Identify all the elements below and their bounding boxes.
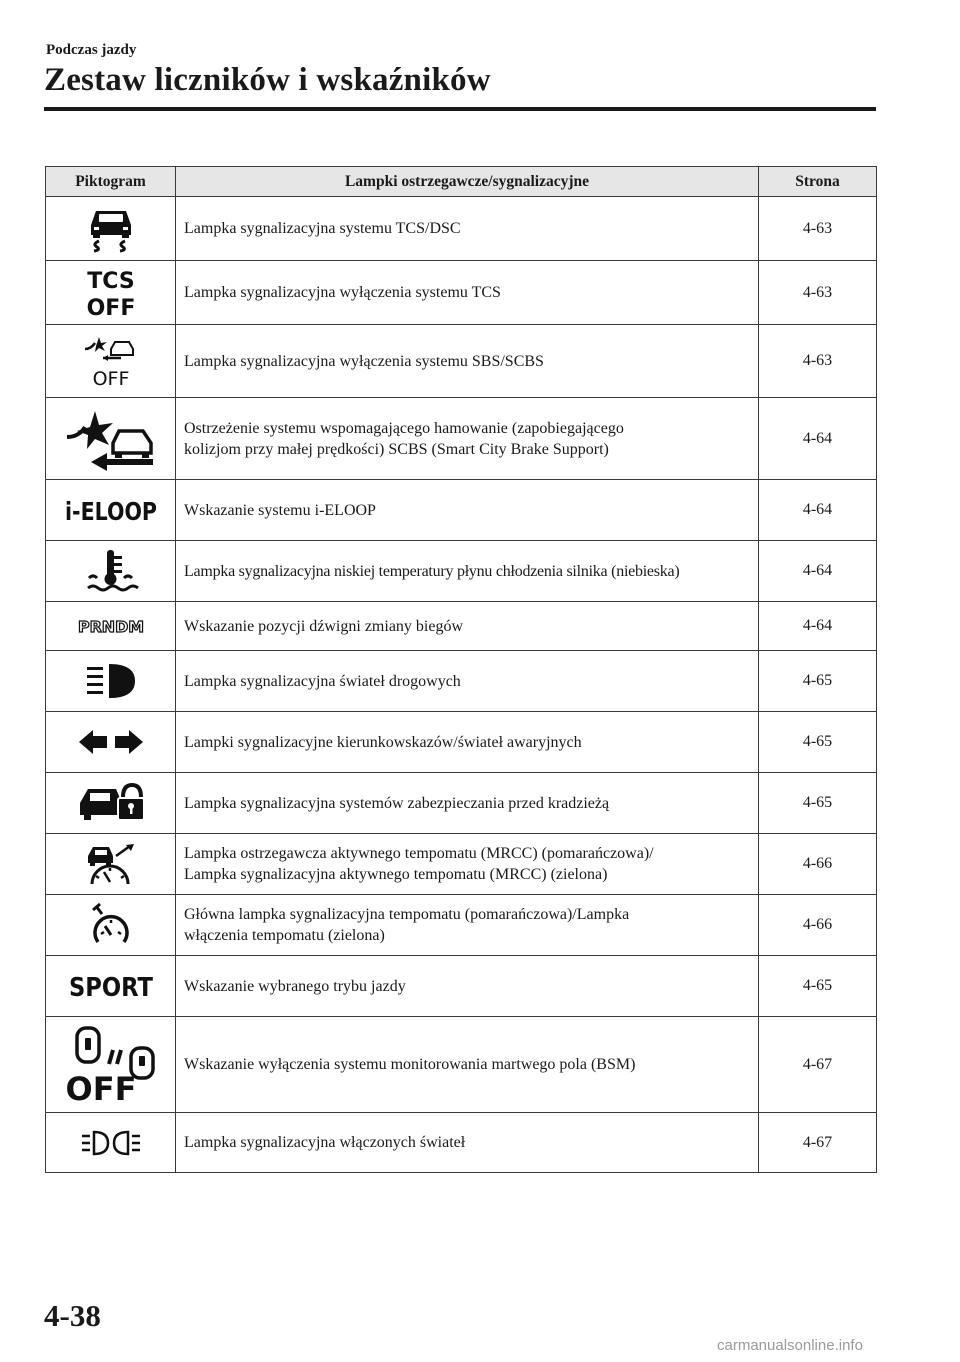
row-page: 4-67 — [759, 1017, 877, 1113]
row-description: Lampki sygnalizacyjne kierunkowskazów/świateł awaryjnych — [176, 712, 759, 773]
row-description: Lampka ostrzegawcza aktywnego tempomatu (MRCC) (pomarańczowa)/ Lampka sygnalizacyjna aktywnego tempomatu (MRCC) (zielona) — [176, 834, 759, 895]
row-description: Ostrzeżenie systemu wspomagającego hamowanie (zapobiegającego kolizjom przy małej prędkości) SCBS (Smart City Brake Support) — [176, 398, 759, 480]
tcs-off-icon — [46, 261, 176, 325]
mrcc-icon — [46, 834, 176, 895]
row-page: 4-65 — [759, 712, 877, 773]
table-header-row — [46, 167, 877, 197]
bsm-off-icon-text: OFF — [65, 1069, 136, 1108]
indicator-table — [45, 166, 877, 1173]
row-page: 4-65 — [759, 773, 877, 834]
row-page: 4-65 — [759, 651, 877, 712]
row-description: Wskazanie wyłączenia systemu monitorowania martwego pola (BSM) — [176, 1017, 759, 1113]
i-eloop-icon — [46, 480, 176, 541]
table-row — [46, 602, 877, 651]
row-description: Lampka sygnalizacyjna systemów zabezpieczania przed kradzieżą — [176, 773, 759, 834]
row-page: 4-64 — [759, 602, 877, 651]
row-page: 4-64 — [759, 398, 877, 480]
row-description: Lampka sygnalizacyjna wyłączenia systemu TCS — [176, 261, 759, 325]
row-description: Lampka sygnalizacyjna włączonych świateł — [176, 1113, 759, 1173]
table-row — [46, 712, 877, 773]
row-description: Wskazanie pozycji dźwigni zmiany biegów — [176, 602, 759, 651]
row-description: Lampka sygnalizacyjna wyłączenia systemu SBS/SCBS — [176, 325, 759, 398]
row-description: Wskazanie wybranego trybu jazdy — [176, 956, 759, 1017]
row-page: 4-67 — [759, 1113, 877, 1173]
row-page: 4-63 — [759, 261, 877, 325]
sport-icon-text: SPORT — [68, 973, 153, 1003]
row-description: Wskazanie systemu i-ELOOP — [176, 480, 759, 541]
gear-position-icon — [46, 602, 176, 651]
high-beam-icon — [46, 651, 176, 712]
table-row — [46, 834, 877, 895]
scbs-warning-icon — [46, 398, 176, 480]
row-description: Lampka sygnalizacyjna systemu TCS/DSC — [176, 197, 759, 261]
row-description: Lampka sygnalizacyjna niskiej temperatury płynu chłodzenia silnika (niebieska) — [176, 541, 759, 602]
tcs-dsc-skid-icon — [46, 197, 176, 261]
table-row — [46, 261, 877, 325]
column-header-icon: Piktogram — [46, 167, 176, 197]
table-row — [46, 651, 877, 712]
lights-on-icon — [46, 1113, 176, 1173]
coolant-temperature-icon — [46, 541, 176, 602]
page-title: Zestaw liczników i wskaźników — [44, 62, 491, 98]
sport-mode-icon — [46, 956, 176, 1017]
row-page: 4-64 — [759, 541, 877, 602]
column-header-description: Lampki ostrzegawcze/sygnalizacyjne — [176, 167, 759, 197]
sbs-off-icon-text: OFF — [92, 368, 129, 390]
table-row — [46, 325, 877, 398]
tcs-icon-text: TCS — [86, 268, 135, 294]
table-row — [46, 398, 877, 480]
table-row — [46, 1113, 877, 1173]
row-page: 4-66 — [759, 895, 877, 956]
row-description: Główna lampka sygnalizacyjna tempomatu (pomarańczowa)/Lampka włączenia tempomatu (zielona) — [176, 895, 759, 956]
column-header-page: Strona — [759, 167, 877, 197]
table-row — [46, 541, 877, 602]
tcs-off-icon-text: OFF — [86, 295, 135, 321]
table-row — [46, 197, 877, 261]
table-row — [46, 1017, 877, 1113]
sbs-scbs-off-icon — [46, 325, 176, 398]
table-row — [46, 956, 877, 1017]
gear-position-icon-text: PRNDM — [77, 618, 144, 636]
row-page: 4-63 — [759, 325, 877, 398]
row-page: 4-65 — [759, 956, 877, 1017]
cruise-control-icon — [46, 895, 176, 956]
table-row — [46, 773, 877, 834]
row-page: 4-64 — [759, 480, 877, 541]
section-label: Podczas jazdy — [46, 42, 137, 58]
title-rule — [44, 107, 876, 111]
row-page: 4-66 — [759, 834, 877, 895]
page-number: 4-38 — [44, 1298, 101, 1333]
turn-signal-icon — [46, 712, 176, 773]
row-page: 4-63 — [759, 197, 877, 261]
table-row — [46, 480, 877, 541]
i-eloop-icon-text: i-ELOOP — [64, 497, 157, 526]
bsm-off-icon — [46, 1017, 176, 1113]
row-description: Lampka sygnalizacyjna świateł drogowych — [176, 651, 759, 712]
security-lock-icon — [46, 773, 176, 834]
watermark: carmanualsonline.info — [717, 1337, 863, 1354]
table-row — [46, 895, 877, 956]
